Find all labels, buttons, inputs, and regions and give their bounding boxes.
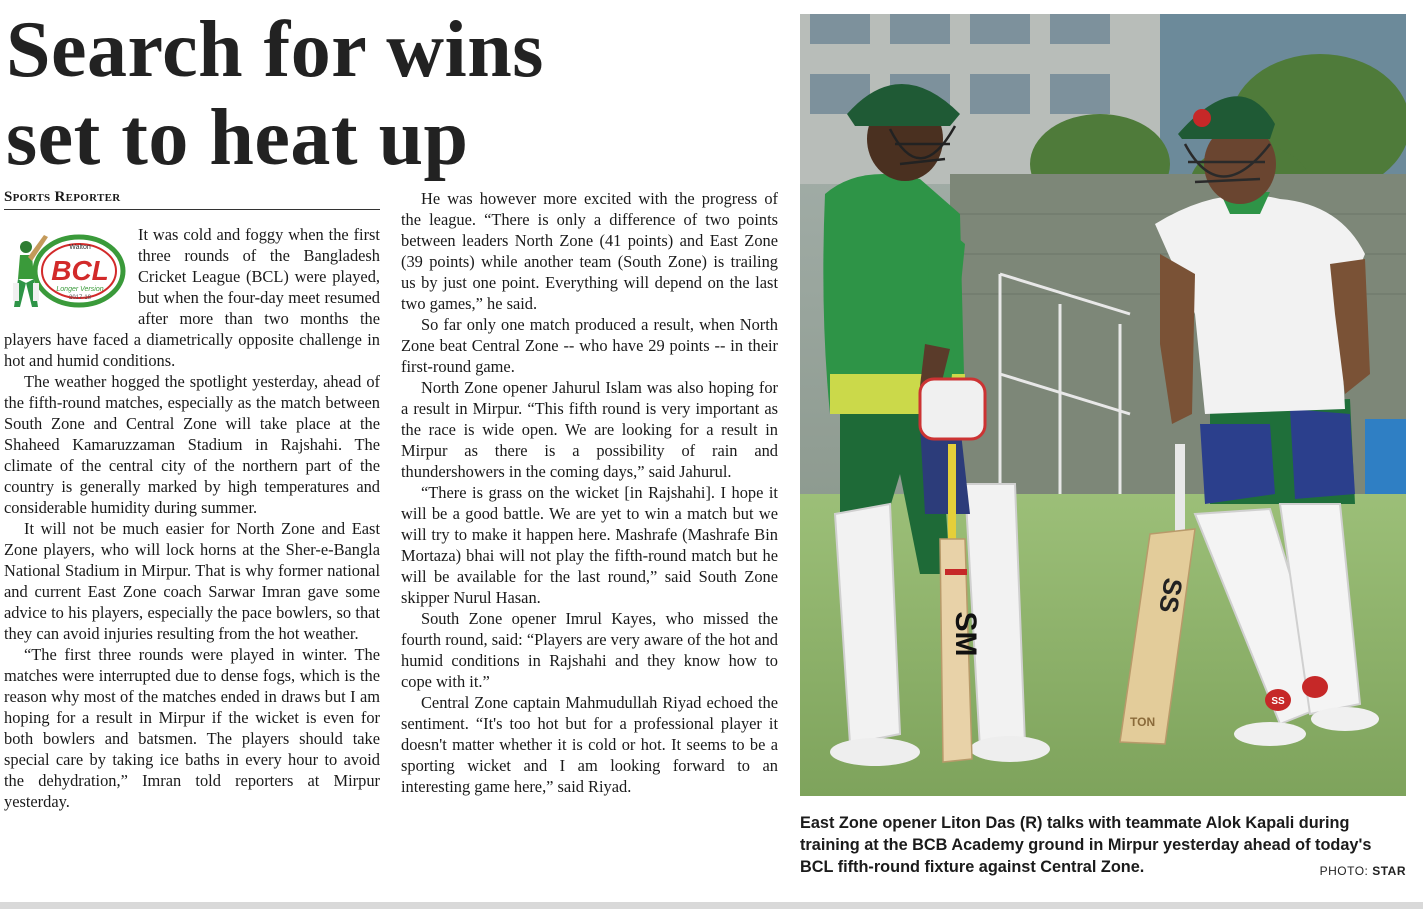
photo-caption: East Zone opener Liton Das (R) talks with teammate Alok Kapali during training at the BCB Academy ground in Mirpur yesterday ahead of today's BCL fifth-round fixture against Central Zone.: [800, 814, 1372, 876]
logo-top-text: Walton: [69, 244, 91, 251]
bat-brand-text: TON: [1130, 715, 1156, 729]
training-photo: [800, 14, 1406, 796]
pad-badge-right: [1302, 676, 1328, 698]
bcl-logo: [4, 227, 130, 313]
blue-bin: [1365, 419, 1406, 499]
training-photo-illustration: [800, 14, 1406, 796]
bat-label-right: SS: [1153, 575, 1189, 616]
headline-line-2: set to heat up: [6, 94, 469, 182]
article-column-2: [401, 188, 778, 797]
headline: [6, 6, 786, 182]
headline-line-1: Search for wins: [6, 6, 544, 94]
page-bottom-rule: [0, 902, 1423, 909]
logo-main-text: BCL: [51, 255, 109, 286]
photo-credit-prefix: PHOTO:: [1319, 864, 1369, 878]
paragraph: The weather hogged the spotlight yesterday, ahead of the fifth-round matches, especially as the match between South Zone and Central Zone will take place at the Shaheed Kamaruzzaman Stadium in Rajshahi. The climate of the central city of the northern part of the country is generally marked by high temperatures and considerable humidity during summer.: [4, 372, 380, 517]
bat-label-left: SM: [949, 611, 982, 657]
photo-credit: [1320, 864, 1406, 878]
paragraph: It was cold and foggy when the first three rounds of the Bangladesh Cricket League (BCL) were played, but when the four-day meet resumed after more than two months the players have faced a diametrically opposite challenge in hot and humid conditions.: [4, 225, 380, 370]
logo-bottom-text: Longer Version: [56, 286, 104, 293]
article-column-1: [4, 224, 380, 812]
paragraph: “The first three rounds were played in winter. The matches were interrupted due to dense fogs, which is the reason why most of the matches ended in draws but I am hoping for a result in Mirpur if the wicket is even for both bowlers and batsmen. The players should take special care by taking ice baths in every hour to avoid the dehydration,” Imran told reporters at Mirpur yesterday.: [4, 645, 380, 811]
byline: Sports Reporter: [4, 189, 380, 210]
paragraph: So far only one match produced a result, when North Zone beat Central Zone -- who have 29 points -- in their first-round game.: [401, 315, 778, 376]
paragraph: South Zone opener Imrul Kayes, who missed the fourth round, said: “Players are very aware of the hot and humid conditions in Rajshahi and they know how to cope with it.”: [401, 609, 778, 691]
paragraph: North Zone opener Jahurul Islam was also hoping for a result in Mirpur. “This fifth round is very important as the race is wide open. We are looking for a result in Mirpur as there is a possibility of rain and thundershowers in the coming days,” said Jahurul.: [401, 378, 778, 481]
photo-credit-source: STAR: [1372, 864, 1406, 878]
paragraph: He was however more excited with the progress of the league. “There is only a difference of two points between leaders North Zone (41 points) and East Zone (39 points) while another team (South Zone) is trailing us by just one point. Everything will depend on the last two games,” he said.: [401, 189, 778, 313]
paragraph: It will not be much easier for North Zone and East Zone players, who will lock horns at the Sher-e-Bangla National Stadium in Mirpur. That is why former national and current East Zone coach Sarwar Imran gave some advice to his players, especially the pace bowlers, so that they can avoid injuries resulting from the hot weather.: [4, 519, 380, 643]
logo-season-text: 2017-18: [68, 295, 92, 301]
pad-badge-text: SS: [1271, 696, 1285, 707]
bcl-logo-graphic: [4, 227, 130, 313]
paragraph: Central Zone captain Mahmudullah Riyad echoed the sentiment. “It's too hot but for a professional player it doesn't matter whether it is cold or hot. It seems to be a sporting wicket and I am looking forward to an interesting game here,” said Riyad.: [401, 693, 778, 796]
paragraph: “There is grass on the wicket [in Rajshahi]. I hope it will be a good battle. We are yet to win a match but we will try to make it happen here. Mashrafe (Mashrafe Bin Mortaza) bhai will not play the fifth-round match but he will be available for the last round,” said South Zone skipper Nurul Hasan.: [401, 483, 778, 607]
